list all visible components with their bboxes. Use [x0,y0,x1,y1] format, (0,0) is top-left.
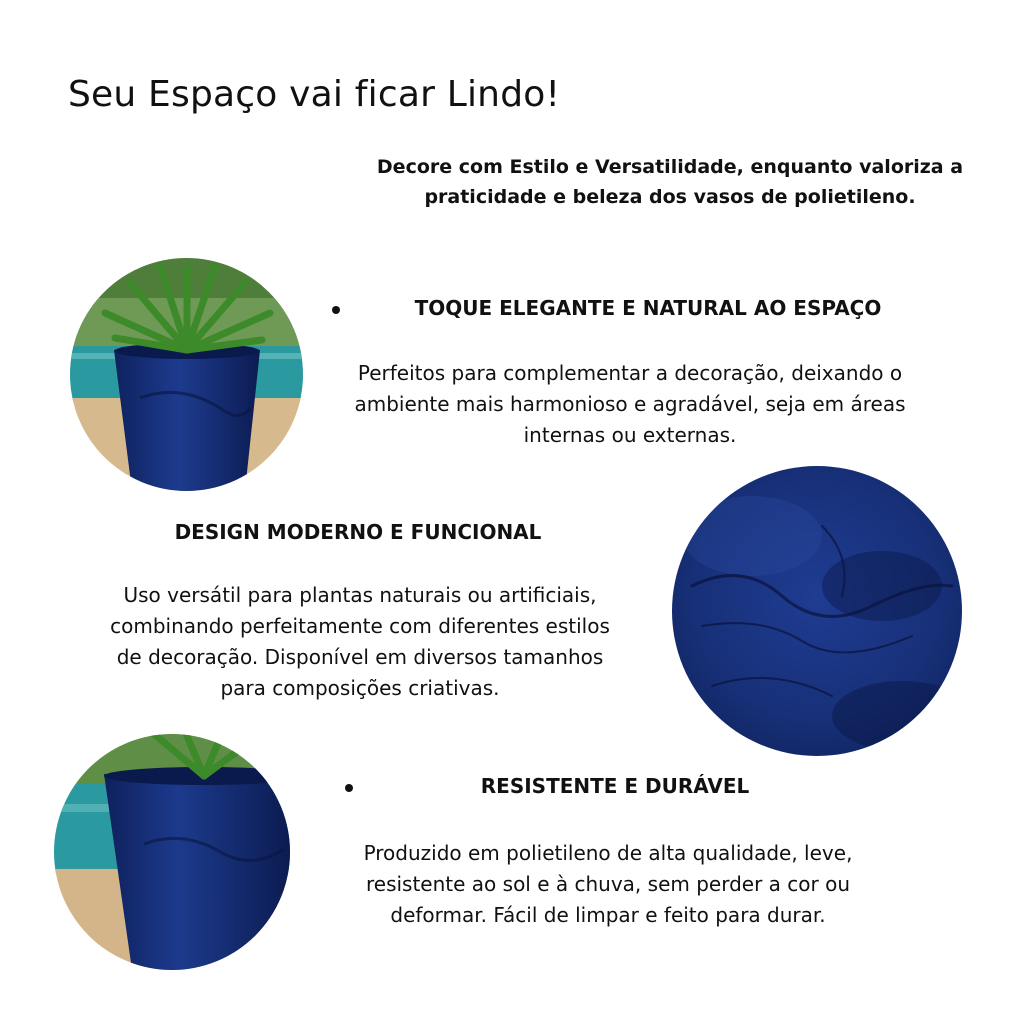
bullet-icon [332,306,340,314]
feature-text-line: de decoração. Disponível em diversos tamanhos [116,645,604,669]
feature-text-line: Perfeitos para complementar a decoração, deixando o [357,361,903,385]
bullet-icon [345,784,353,792]
feature-text-line: para composições criativas. [220,676,500,700]
feature-text-line: Uso versátil para plantas naturais ou artificiais, [123,583,597,607]
feature-description [320,358,940,451]
subtitle-line: Decore com Estilo e Versatilidade, enquanto valoriza a [376,156,964,178]
feature-description [60,580,660,704]
feature-text-line: ambiente mais harmonioso e agradável, seja em áreas [354,392,906,416]
feature-description [318,838,898,931]
vase-side-pool-image [54,734,290,970]
page-subtitle [360,152,980,212]
subtitle-line: praticidade e beleza dos vasos de polietileno. [424,186,916,208]
feature-heading: TOQUE ELEGANTE E NATURAL AO ESPAÇO [414,296,882,320]
feature-text-line: deformar. Fácil de limpar e feito para durar. [390,903,826,927]
page-title: Seu Espaço vai ficar Lindo! [68,74,561,115]
feature-text-line: combinando perfeitamente com diferentes estilos [110,614,610,638]
feature-heading: DESIGN MODERNO E FUNCIONAL [174,520,542,544]
vase-plant-pool-image [70,258,303,491]
feature-text-line: internas ou externas. [523,423,737,447]
feature-text-line: resistente ao sol e à chuva, sem perder a cor ou [365,872,850,896]
vase-texture-closeup-image [672,466,962,756]
feature-text-line: Produzido em polietileno de alta qualidade, leve, [363,841,853,865]
feature-heading: RESISTENTE E DURÁVEL [480,774,750,798]
